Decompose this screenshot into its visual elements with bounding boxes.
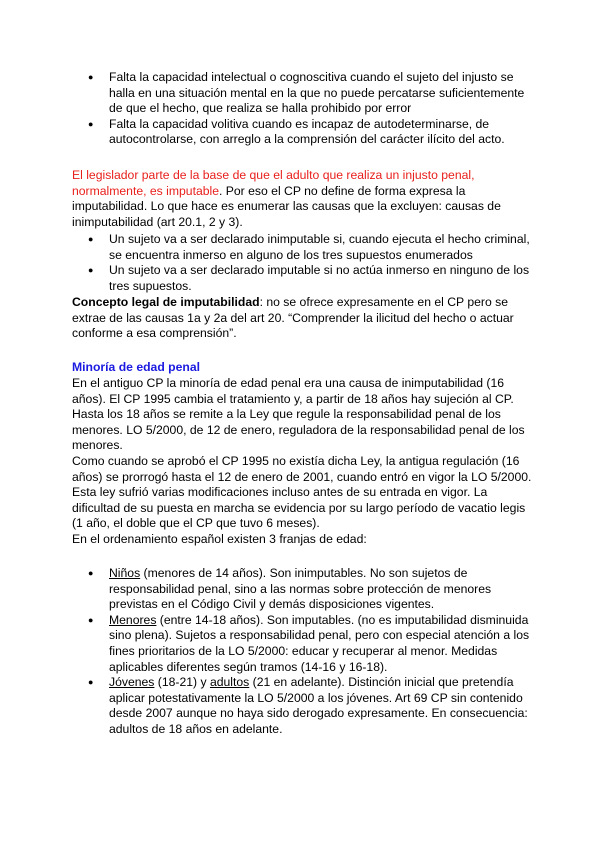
term-text: (entre 14-18 años). Son imputables. (no es imputabilidad disminuida sino plena). Sujetos a responsabilidad penal, pero con especial atención a los fines prioritarios de la LO 5/2000: educar y recuperar al menor. Medidas aplicables diferentes según tramos (14-16 y 16-18). xyxy=(109,612,530,674)
list-item: ● Un sujeto va a ser declarado imputable si no actúa inmerso en ninguno de los tres supuestos. xyxy=(72,263,534,294)
term-mid: (18-21) y xyxy=(154,675,210,690)
list-item-menores xyxy=(72,613,534,675)
highlighted-text: El legislador parte de la base de que el adulto que realiza un injusto penal, normalmente, es imputable xyxy=(72,168,475,198)
section-heading: Minoría de edad penal xyxy=(72,360,200,374)
paragraph-concepto xyxy=(72,295,534,342)
list-item: ● Falta la capacidad volitiva cuando es incapaz de autodeterminarse, de autocontrolarse, con arreglo a la comprensión del carácter ilícito del acto. xyxy=(72,117,534,148)
bullet-list-declarado xyxy=(72,232,534,294)
paragraph: Como cuando se aprobó el CP 1995 no existía dicha Ley, la antigua regulación (16 años) se prorrogó hasta el 12 de enero de 2001, cuando entró en vigor la LO 5/2000. xyxy=(72,453,532,484)
term-text: (21 en adelante). Distinción inicial que pretendía aplicar potestativamente la LO 5/2000 a los jóvenes. Art 69 CP sin contenido desde 2007 aunque no haya sido derogado expresamente. En consecuencia: adultos de 18 años en adelante. xyxy=(109,675,528,736)
term: Menores xyxy=(109,612,157,627)
list-item-ninos xyxy=(72,566,534,613)
paragraph-text: : no se ofrece expresamente en el CP pero se extrae de las causas 1a y 2a del art 20. “Comprender la ilicitud del hecho o actuar conforme a esa comprensión”. xyxy=(72,295,514,341)
paragraph: En el ordenamiento español existen 3 franjas de edad: xyxy=(72,531,367,546)
concepto-label: Concepto legal de imputabilidad xyxy=(72,295,260,309)
bullet-list-capacidad xyxy=(72,70,534,148)
paragraph: En el antiguo CP la minoría de edad penal era una causa de inimputabilidad (16 años). El CP 1995 cambia el tratamiento y, a partir de 18 años hay sujeción al CP. Hasta los 18 años se remite a la Ley que regule la responsabilidad penal de los menores. LO 5/2000, de 12 de enero, reguladora de la responsabilidad penal de los menores. xyxy=(72,376,525,453)
term: Jóvenes xyxy=(109,675,155,690)
term: adultos xyxy=(209,675,250,690)
term-text: (menores de 14 años). Son inimputables. No son sujetos de responsabilidad penal, sino a las normas sobre protección de menores previstas en el Código Civil y demás disposiciones vigentes. xyxy=(109,566,492,612)
paragraph: Esta ley sufrió varias modificaciones incluso antes de su entrada en vigor. La dificultad de su puesta en marcha se evidencia por su largo período de vacatio legis (1 año, el doble que el CP que tuvo 6 meses). xyxy=(72,485,526,531)
section-body xyxy=(72,376,534,548)
bullet-list-franjas xyxy=(72,566,534,738)
list-item: ● Falta la capacidad intelectual o cognoscitiva cuando el sujeto del injusto se halla en una situación mental en la que no puede percatarse suficientemente de que el hecho, que realiza se halla prohibido por error xyxy=(72,70,534,117)
paragraph-legislador xyxy=(72,168,534,230)
list-item-jovenes xyxy=(72,675,534,737)
list-item: ● Un sujeto va a ser declarado inimputable si, cuando ejecuta el hecho criminal, se encuentra inmerso en alguno de los tres supuestos enumerados xyxy=(72,232,534,263)
term: Niños xyxy=(109,566,141,580)
paragraph-text: . Por eso el CP no define de forma expresa la imputabilidad. Lo que hace es enumerar las causas que la excluyen: causas de inimputabilidad (art 20.1, 2 y 3). xyxy=(72,183,501,229)
